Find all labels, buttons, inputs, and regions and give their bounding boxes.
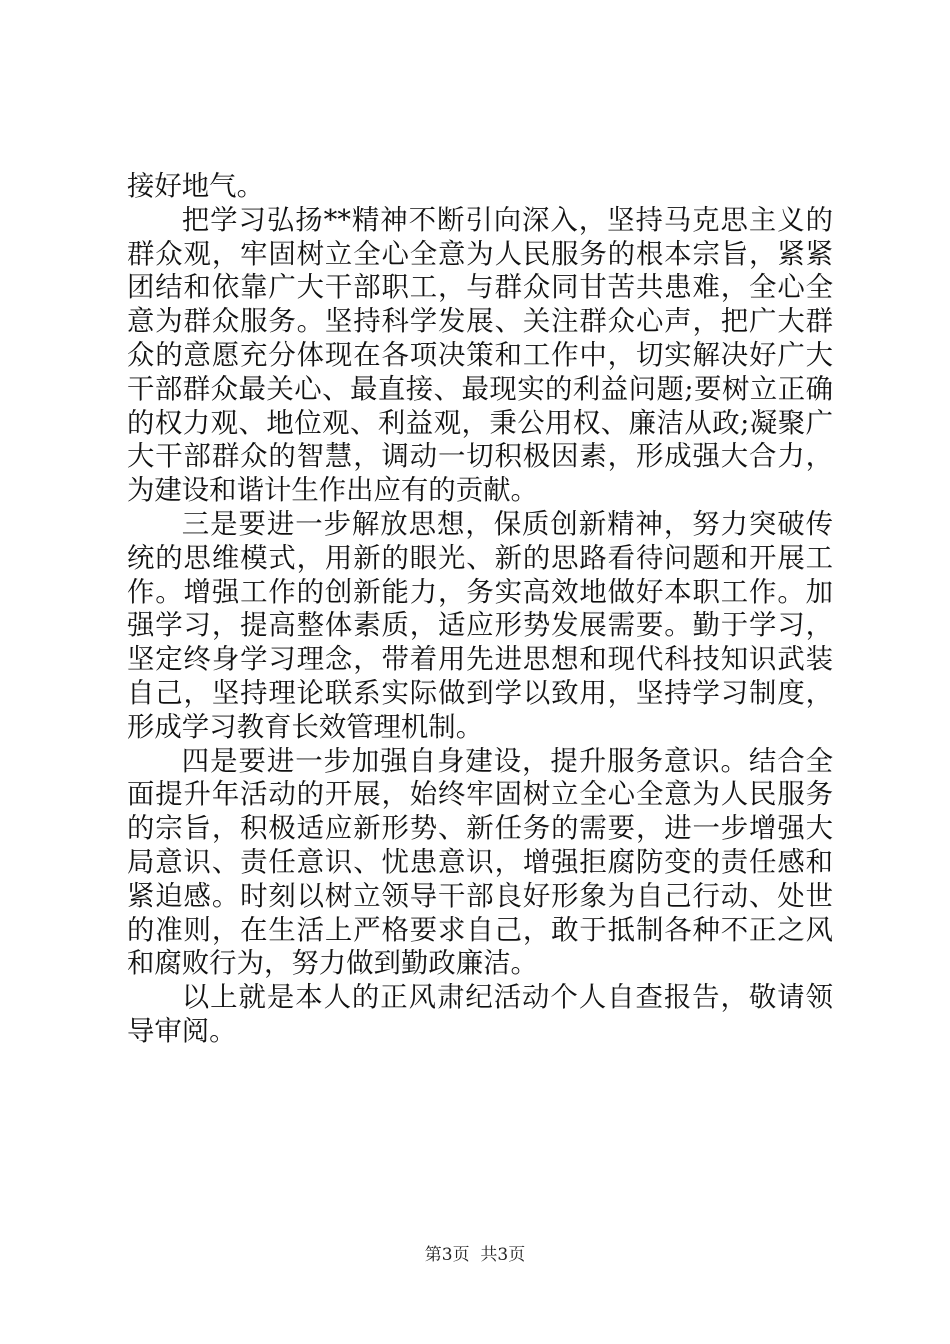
paragraph-2: 把学习弘扬**精神不断引向深入，坚持马克思主义的群众观，牢固树立全心全意为人民服务的根本宗旨，紧紧团结和依靠广大干部职工，与群众同甘苦共患难，全心全意为群众服务。坚持科学发展、关注群众心声，把广大群众的意愿充分体现在各项决策和工作中，切实解决好广大干部群众最关心、最直接、最现实的利益问题;要树立正确的权力观、地位观、利益观，秉公用权、廉洁从政;凝聚广大干部群众的智慧，调动一切积极因素，形成强大合力，为建设和谐计生作出应有的贡献。 — [127, 204, 833, 507]
page-number-label: 第3页 共3页 — [424, 1245, 526, 1265]
paragraph-5: 以上就是本人的正风肃纪活动个人自查报告，敬请领导审阅。 — [127, 982, 833, 1047]
paragraph-3: 三是要进一步解放思想，保质创新精神，努力突破传统的思维模式，用新的眼光、新的思路看待问题和开展工作。增强工作的创新能力，务实高效地做好本职工作。加强学习，提高整体素质，适应形势发展需要。勤于学习，坚定终身学习理念，带着用先进思想和现代科技知识武装自己，坚持理论联系实际做到学以致用，坚持学习制度，形成学习教育长效管理机制。 — [127, 508, 833, 743]
document-body — [127, 170, 833, 1049]
page-footer — [0, 1240, 950, 1265]
paragraph-1: 接好地气。 — [127, 171, 264, 202]
paragraph-4: 四是要进一步加强自身建设，提升服务意识。结合全面提升年活动的开展，始终牢固树立全心全意为人民服务的宗旨，积极适应新形势、新任务的需要，进一步增强大局意识、责任意识、忧患意识，增强拒腐防变的责任感和紧迫感。时刻以树立领导干部良好形象为自己行动、处世的准则，在生活上严格要求自己，敢于抵制各种不正之风和腐败行为，努力做到勤政廉洁。 — [127, 745, 833, 980]
